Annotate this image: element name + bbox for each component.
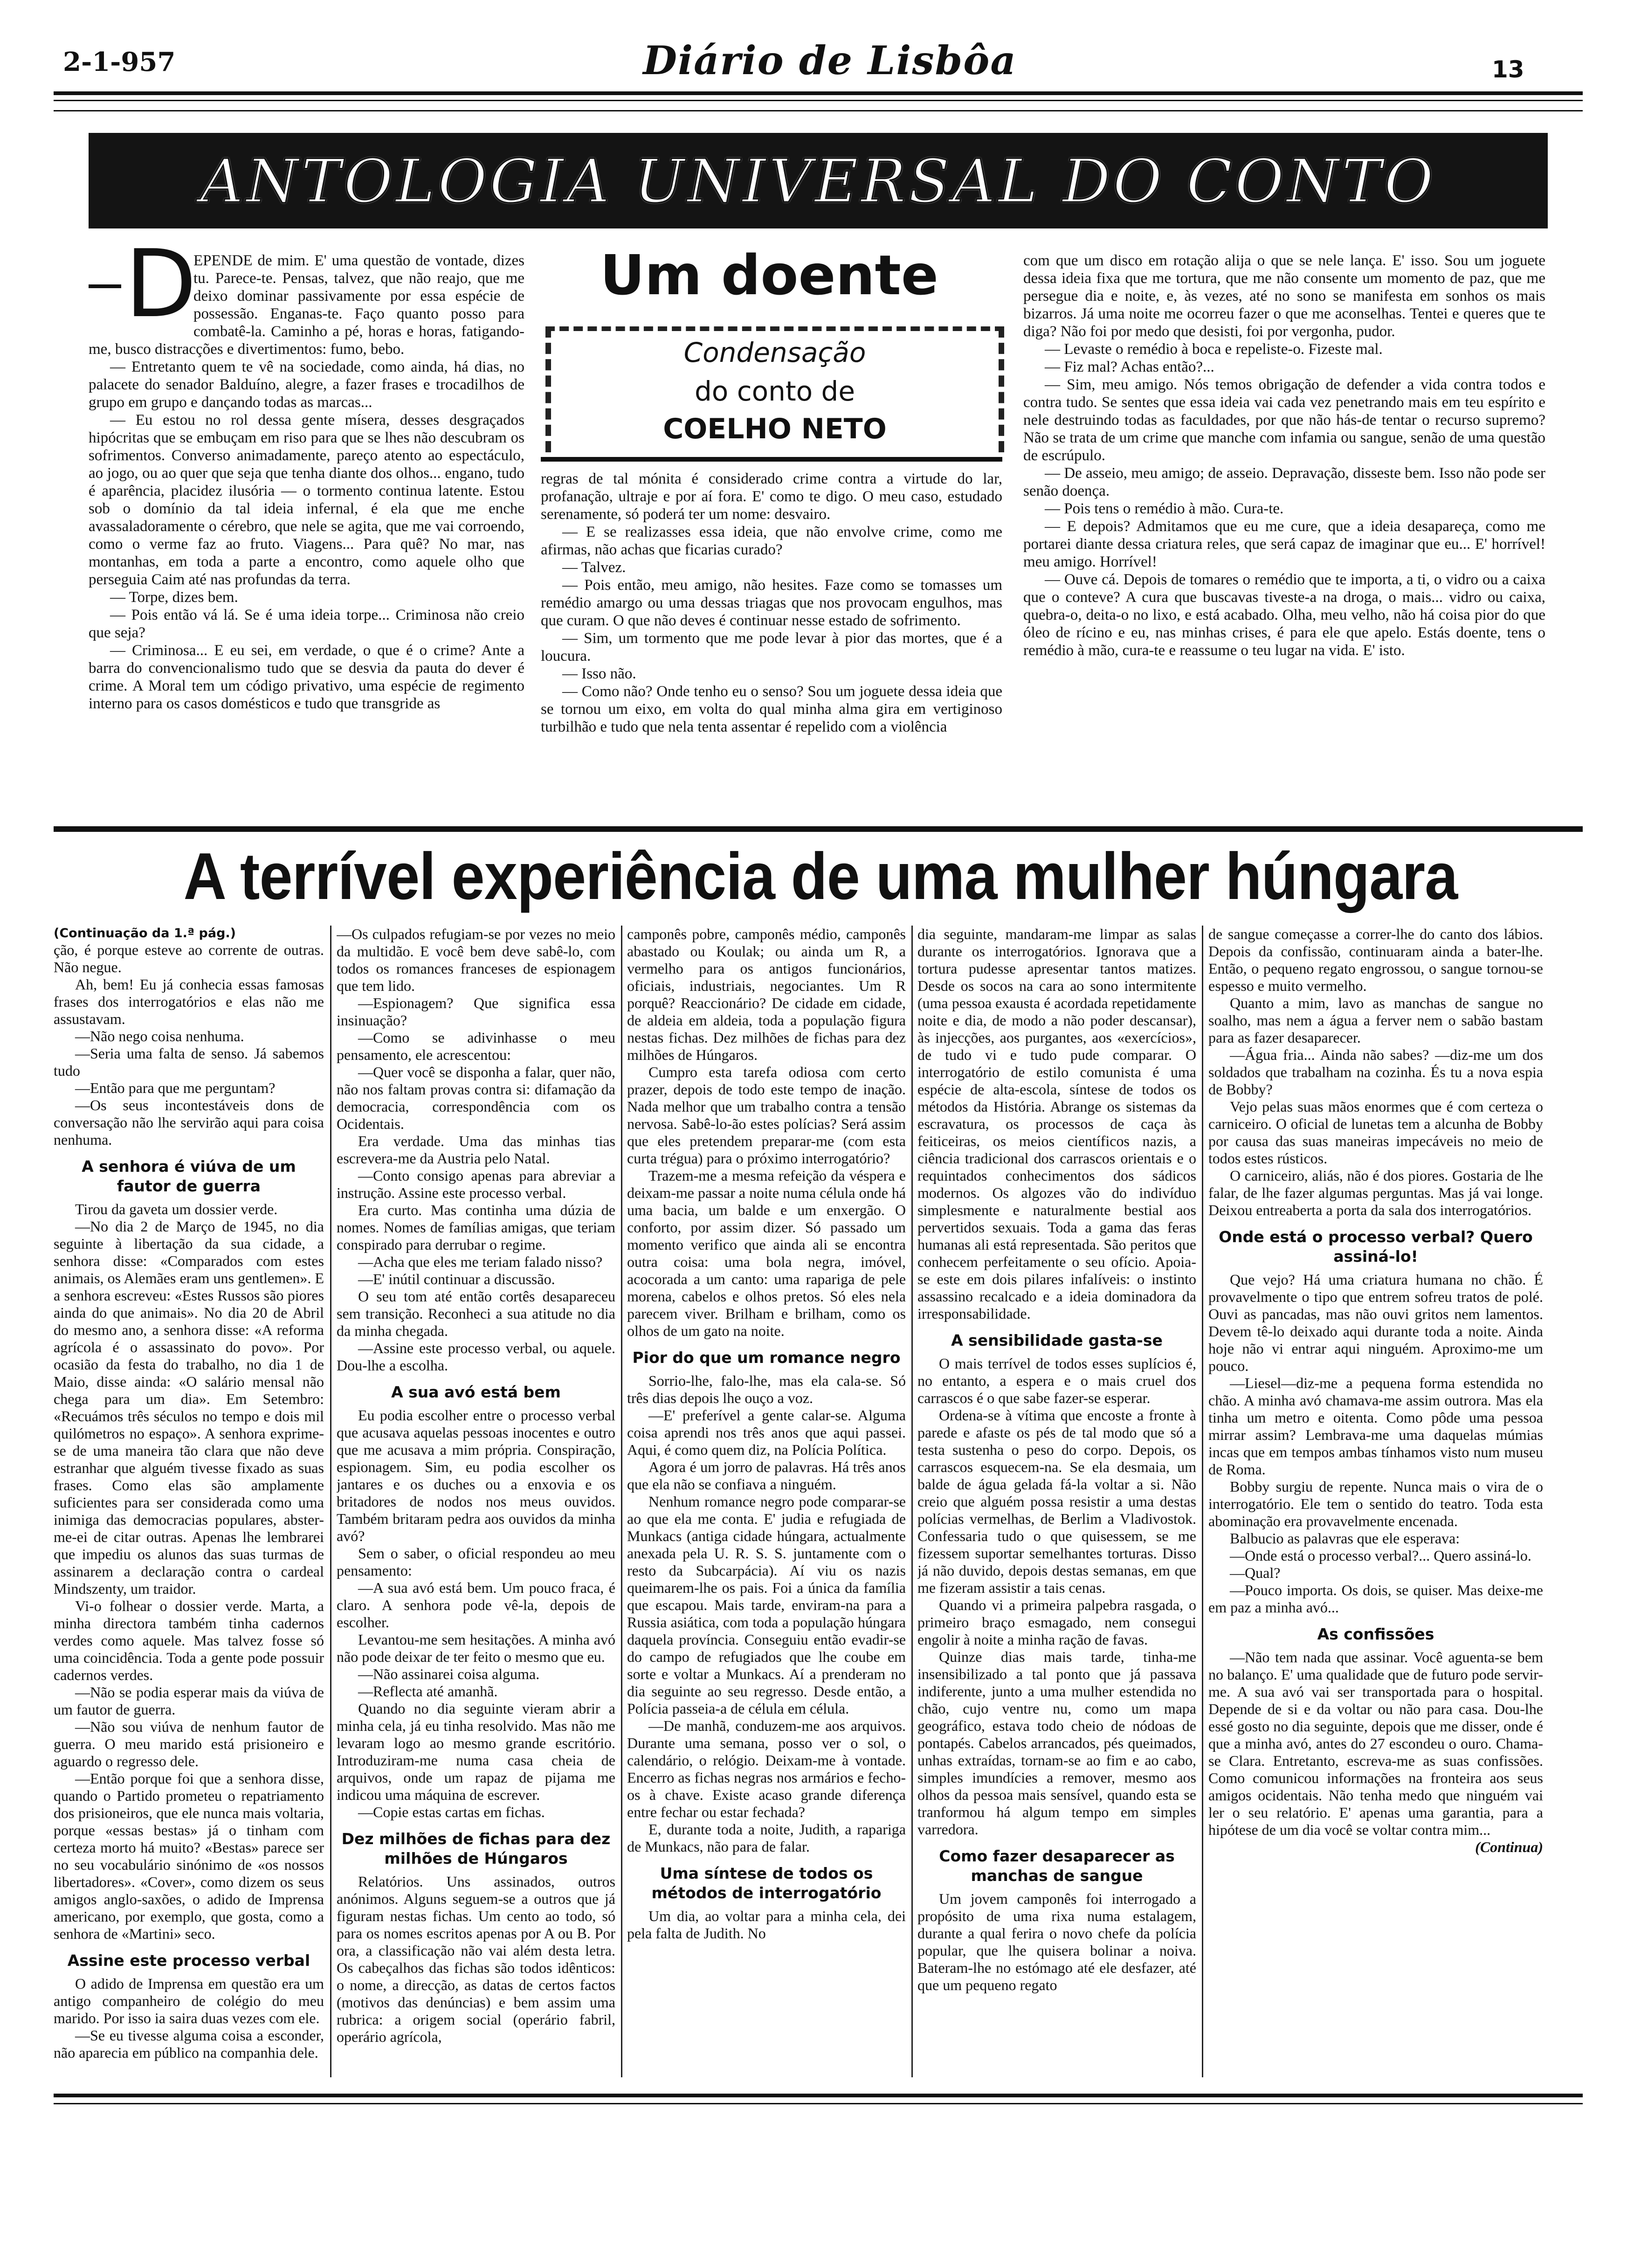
- article-headline: A terrível experiência de uma mulher húngara: [183, 839, 1458, 913]
- drop-cap: D: [125, 230, 197, 339]
- article-paragraph: Agora é um jorro de palavras. Há três anos que ela não se confiava a ninguém.: [627, 1459, 906, 1493]
- story-paragraph: — Sim, um tormento que me pode levar à pior das mortes, que é a loucura.: [541, 630, 1002, 664]
- story-paragraph: — Talvez.: [562, 559, 626, 576]
- article-paragraph: Ordena-se à vítima que encoste a fronte à parede e afaste os pés de tal modo que só a testa sustenha o peso do corpo. Depois, os carrascos esquecem-na. Se ela desmaia, um balde de água gelada fá-la voltar a si. Não creio que alguém possa resistir a uma destas polícias vermelhas, de Berlim a Vladivostok. Confessaria tudo o que quisessem, se me fizessem suportar semelhantes torturas. Disso já não duvido, depois destas semanas, em que me fizeram assistir a tais cenas.: [917, 1407, 1196, 1596]
- article-paragraph: O mais terrível de todos esses suplícios é, no entanto, a espera e o mais cruel dos carrascos é o que sabe fazer-se esperar.: [917, 1355, 1196, 1406]
- article-paragraph: O carniceiro, aliás, não é dos piores. Gostaria de lhe falar, de lhe fazer algumas perguntas. Mas já vai longe. Deixou entreaberta a porta da sala dos interrogatórios.: [1208, 1167, 1543, 1218]
- subheading: A sua avó está bem: [391, 1383, 561, 1401]
- story-paragraph: — Torpe, dizes bem.: [110, 589, 238, 606]
- article-paragraph: O seu tom até então cortês desapareceu sem transição. Reconheci a sua atitude no dia da minha chegada.: [337, 1288, 615, 1339]
- section-banner: [89, 133, 1548, 228]
- story-column-3: [1023, 252, 1545, 816]
- article-column-3: [627, 926, 906, 2077]
- story-paragraph: — Ouve cá. Depois de tomares o remédio que te importa, a ti, o vidro ou a caixa que o conteve? A cura que buscavas tiveste-a na droga, o mais... vidro ou caixa, quebra-o, deita-o no lixo, e está acabado. Olha, meu velho, não há coisa pior do que óleo de rícino e eu, nas minhas crises, é para ele que apelo. Estás doente, tens o remédio à mão, cura-te e reassume o teu lugar na vida. E' isto.: [1023, 571, 1545, 659]
- article-paragraph: dia seguinte, mandaram-me limpar as salas durante os interrogatórios. Ignorava que a tortura pudesse apresentar tantos matizes. Desde os socos na cara ao sono intermitente (uma pessoa exausta é acordada repetidamente noite e dia, de modo a não poder descansar), às injecções, aos purgantes, aos «exercícios», de tudo vi e tudo pude comparar. O interrogatório de estilo comunista é uma espécie de alta-escola, síntese de todos os métodos da História. Abrange os sistemas da escravatura, os processos de caça às feiticeiras, os meios científicos nazis, a ciência tradicional dos carrascos orientais e o requintados conhecimentos dos sádicos modernos. Os algozes vão do indivíduo simplesmente e naturalmente bestial aos pervertidos sexuais. Toda a gama das feras humanas ali está representada. São peritos que conhecem perfeitamente o seu ofício. Apoia-se este em dois pilares infalíveis: o instinto assassino recalcado e a ideia dominadora da irresponsabilidade.: [917, 926, 1196, 1322]
- section-banner-title: ANTOLOGIA UNIVERSAL DO CONTO: [200, 147, 1436, 216]
- article-paragraph: Nenhum romance negro pode comparar-se ao que ela me conta. E' judia e refugiada de Munkacs (antiga cidade húngara, actualmente anexada pela U. R. S. S. juntamente com o resto da Subcarpácia). Aí viu os nazis queimarem-lhe os pais. Foi a única da família que escapou. Mais tarde, enviram-na para a Russia asiática, com toda a população húngara daquela província. Conseguiu então evadir-se do campo de refugiados que lhe coube em sorte e voltar a Munkacs. Aí a prenderam no dia seguinte ao seu regresso. Desde então, a Polícia passeia-a de célula em célula.: [627, 1493, 906, 1717]
- story-bottom-rule: [54, 826, 1583, 832]
- story-paragraph: — Sim, meu amigo. Nós temos obrigação de defender a vida contra todos e contra tudo. Se sentes que essa ideia vai cada vez penetrando mais em teu espírito e nele destruindo todas as faculdades, por que não hás-de tentar o recurso supremo? Não se trata de um crime que manche com infamia ou sangue, senão de uma questão de escrúpulo.: [1023, 376, 1545, 464]
- article-paragraph: Um jovem camponês foi interrogado a propósito de uma rixa numa estalagem, durante a qual ferira o novo chefe da polícia popular, que lhe quisera bolinar a noiva. Bateram-lhe no estómago até ele desfazer, até que um pequeno regato: [917, 1890, 1196, 1993]
- story-column-2: [541, 470, 1002, 816]
- article-paragraph: Cumpro esta tarefa odiosa com certo prazer, depois de todo este tempo de inação. Nada melhor que um trabalho contra a tensão nervosa. Sabê-lo-ão estes polícias? Será assim que eles pretendem preparar-me (com esta curta trégua) para o próximo interrogatório?: [627, 1064, 906, 1167]
- article-paragraph: —Não se podia esperar mais da viúva de um fautor de guerra.: [54, 1684, 324, 1718]
- article-paragraph: —Pouco importa. Os dois, se quiser. Mas deixe-me em paz a minha avó...: [1208, 1582, 1543, 1616]
- article-paragraph: —E' preferível a gente calar-se. Alguma coisa aprendi nos três anos que aqui passei. Aqui, é como quem diz, na Polícia Política.: [627, 1407, 906, 1458]
- issue-date: 2-1-957: [63, 47, 176, 77]
- article-paragraph: Ah, bem! Eu já conhecia essas famosas frases dos interrogatórios e elas não me assustavam.: [54, 976, 324, 1027]
- article-column-4: [917, 926, 1196, 2077]
- header-rule-top: [54, 91, 1583, 95]
- article-paragraph: Quinze dias mais tarde, tinha-me insensibilizado a tal ponto que já passava indiferente, junto a uma mulher estendida no chão, cujo ventre nu, como um mapa geográfico, estava todo cheio de nódoas de pontapés. Cabelos arrancados, pés queimados, unhas extraídas, tornam-se ao fim e ao cabo, simples imundícies a remover, mesmo aos olhos da pessoa mais sensível, quando esta se tranformou há algum tempo em simples varredora.: [917, 1648, 1196, 1838]
- story-paragraph: — Fiz mal? Achas então?...: [1045, 359, 1214, 375]
- story-paragraph: — Pois então, meu amigo, não hesites. Faze como se tomasses um remédio amargo ou uma dessas triagas que nos provocam engulhos, mas que curam. O que não deves é continuar nesse estado de sofrimento.: [541, 577, 1002, 629]
- article-paragraph: ção, é porque esteve ao corrente de outras. Não negue.: [54, 941, 324, 975]
- subheading: A sensibilidade gasta-se: [951, 1331, 1163, 1349]
- of-story-label: do conto de: [694, 375, 855, 407]
- article-paragraph: —Se eu tivesse alguma coisa a esconder, não aparecia em público na companhia dele.: [54, 2027, 324, 2061]
- subheading: Onde está o processo verbal? Quero assiná-lo!: [1219, 1228, 1533, 1265]
- article-paragraph: —Acha que eles me teriam falado nisso?: [358, 1253, 603, 1270]
- article-paragraph: —Seria uma falta de senso. Já sabemos tudo: [54, 1045, 324, 1079]
- article-paragraph: —De manhã, conduzem-me aos arquivos. Durante uma semana, posso ver o sol, o calendário, o relógio. Deixam-me à vontade. Encerro as fichas negras nos armários e fecho-os à chave. Existe acaso grande diferença entre fechar ou estar fechada?: [627, 1717, 906, 1820]
- article-paragraph: —Qual?: [1230, 1564, 1281, 1581]
- story-title: Um doente: [600, 243, 938, 307]
- story-paragraph: EPENDE de mim. E' uma questão de vontade, dizes tu. Parece-te. Pensas, talvez, que não reajo, que me deixo dominar passivamente por essa espécie de possessão. Enganas-te. Faço quanto posso para combatê-la. Caminho a pé, horas e horas, fatigando-me, busco distracções e divertimentos: fumo, bebo.: [89, 252, 524, 358]
- condensation-label: Condensação: [683, 337, 866, 368]
- article-paragraph: Quanto a mim, lavo as manchas de sangue no soalho, mas nem a água a ferver nem o sabão bastam para as fazer desaparecer.: [1208, 995, 1543, 1046]
- story-paragraph: — Pois tens o remédio à mão. Cura-te.: [1045, 500, 1284, 517]
- subheading: As confissões: [1317, 1625, 1434, 1643]
- article-column-2: [337, 926, 615, 2077]
- story-credit-box: [545, 326, 1004, 452]
- footer-rule-top: [54, 2094, 1583, 2097]
- article-paragraph: Era curto. Mas continha uma dúzia de nomes. Nomes de famílias amigas, que teriam conspirado para derrubar o regime.: [337, 1202, 615, 1253]
- article-paragraph: —Assine este processo verbal, ou aquele. Dou-lhe a escolha.: [337, 1340, 615, 1374]
- article-paragraph: —E' inútil continuar a discussão.: [358, 1271, 555, 1287]
- continuation-note: (Continuação da 1.ª pág.): [54, 926, 236, 940]
- article-paragraph: —A sua avó está bem. Um pouco fraca, é claro. A senhora pode vê-la, depois de escolher.: [337, 1579, 615, 1631]
- article-paragraph: —Não nego coisa nenhuma.: [75, 1028, 244, 1044]
- story-paragraph: — Isso não.: [562, 665, 636, 682]
- article-paragraph: Que vejo? Há uma criatura humana no chão. É provavelmente o tipo que entrem sofreu tratos de polé. Ouvi as pancadas, mas não ouvi gritos nem lamentos. Devem tê-lo deixado aqui durante toda a noite. Ainda hoje não vi entrar aqui ninguém. Aproximo-me um pouco.: [1208, 1271, 1543, 1374]
- article-column-1: [54, 926, 324, 2077]
- article-paragraph: —Não assinarei coisa alguma.: [358, 1666, 540, 1682]
- article-paragraph: —Não sou viúva de nenhum fautor de guerra. O meu marido está prisioneiro e aguardo o regresso dele.: [54, 1718, 324, 1770]
- article-paragraph: —Quer você se disponha a falar, quer não, não nos faltam provas contra si: difamação da democracia, correspondência com os Ocidentais.: [337, 1064, 615, 1132]
- subheading: Uma síntese de todos os métodos de interrogatório: [651, 1864, 882, 1902]
- story-paragraph: — Levaste o remédio à boca e repeliste-o. Fizeste mal.: [1045, 341, 1383, 358]
- subheading: Como fazer desaparecer as manchas de sangue: [939, 1847, 1175, 1885]
- article-paragraph: Bobby surgiu de repente. Nunca mais o vira de o interrogatório. Ele tem o sentido do teatro. Toda esta abominação era provavelmente encenada.: [1208, 1478, 1543, 1529]
- article-paragraph: Relatórios. Uns assinados, outros anónimos. Alguns seguem-se a outros que já figuram nestas fichas. Um cento ao todo, só para os nomes escritos apenas por A ou B. Por ora, a classificação não vai além desta letra. Os cabeçalhos das fichas são todos idênticos: o nome, a direcção, as datas de certos factos (motivos das denúncias) e bem assim uma rubrica: a origem social (operário fabril, operário agrícola,: [337, 1873, 615, 2045]
- story-paragraph: com que um disco em rotação alija o que se nele lança. E' isso. Sou um joguete dessa ideia fixa que me tortura, que me não consente um momento de paz, que me persegue dia e noite, e, às vezes, até no sono se manifesta em sonhos os mais bizarros. Já uma noite me ocorreu fazer o que me aconselhas. Tentei e queres que te diga? Não foi por medo que desisti, foi por vergonha, pudor.: [1023, 252, 1545, 340]
- article-paragraph: Era verdade. Uma das minhas tias escrevera-me da Austria pelo Natal.: [337, 1133, 615, 1167]
- article-paragraph: O adido de Imprensa em questão era um antigo companheiro de colégio do meu marido. Por isso ia saira duas vezes com ele.: [54, 1975, 324, 2026]
- story-paragraph: — Pois então vá lá. Se é uma ideia torpe... Criminosa não creio que seja?: [89, 607, 524, 641]
- header-rule-bottom: [54, 100, 1583, 101]
- article-paragraph: —Água fria... Ainda não sabes? —diz-me um dos soldados que trabalham na cozinha. És tu a nova espia de Bobby?: [1208, 1046, 1543, 1098]
- article-paragraph: —Reflecta até amanhã.: [358, 1683, 498, 1700]
- story-paragraph: — Entretanto quem te vê na sociedade, como ainda, há dias, no palacete do senador Balduíno, alegre, a fazer frases e trocadilhos de grupo em grupo e dançando todas as marcas...: [89, 359, 524, 411]
- subheading: Assine este processo verbal: [67, 1951, 310, 1970]
- story-paragraph: — Eu estou no rol dessa gente mísera, desses desgraçados hipócritas que se embuçam em riso para que se lhes não descubram os sofrimentos. Converso animadamente, pareço atento ao espectáculo, ao jogo, ou ao quer que seja que tenha diante dos olhos... engano, tudo é aparência, placidez ilusória — o tormento continua latente. Estou sob o domínio da tal ideia infernal, é ela que me enche avassaladoramente o cérebro, que nele se agita, que me vai corroendo, como o verme faz ao fruto. Viagens... Para quê? No mar, nas montanhas, em toda a parte a encontro, como aquele olho que perseguia Caim até nas profundas da terra.: [89, 412, 524, 588]
- footer-rule-bottom: [54, 2103, 1583, 2104]
- article-paragraph: de sangue começasse a correr-lhe do canto dos lábios. Depois da confissão, continuaram ainda a bater-lhe. Então, o pequeno regato engrossou, o sangue tornou-se espesso e muito vermelho.: [1208, 926, 1543, 994]
- article-paragraph: —Como se adivinhasse o meu pensamento, ele acrescentou:: [337, 1029, 615, 1063]
- story-paragraph: — Criminosa... E eu sei, em verdade, o que é o crime? Ante a barra do convencionalismo tudo que se desvia da pauta do dever é crime. A Moral tem um código privativo, uma espécie de regimento interno para os casos domésticos e tudo que transgride as: [89, 642, 524, 712]
- article-column-5: [1208, 926, 1543, 2077]
- story-author: COELHO NETO: [663, 413, 887, 445]
- article-paragraph: Quando vi a primeira palpebra rasgada, o primeiro braço esmagado, nem consegui engolir à noite a minha ração de favas.: [917, 1597, 1196, 1648]
- article-paragraph: —Então para que me perguntam?: [75, 1079, 276, 1096]
- article-paragraph: Vejo pelas suas mãos enormes que é com certeza o carniceiro. O oficial de lunetas tem a alcunha de Bobby por causa das suas maneiras impecáveis no meio de todos estes rústicos.: [1208, 1098, 1543, 1167]
- article-paragraph: —Não tem nada que assinar. Você aguenta-se bem no balanço. E' uma qualidade que de futuro pode servir-me. A sua avó vai ser transportada para o hospital. Depende de si e da voltar ou não para casa. Dou-lhe essé gosto no dia seguinte, depois que me disser, onde é que a minha avó, antes do 27 escondeu o ouro. Chama-se Clara. Entretanto, escreva-me as suas confissões. Como comunicou informações na fronteira aos seus amigos ocidentais. Não tenha medo que ninguém vai ler o seu relatório. E' apenas uma garantia, para a hipótese de um dia você se voltar contra mim...: [1208, 1649, 1543, 1838]
- column-divider: [1202, 926, 1203, 2077]
- article-paragraph: E, durante toda a noite, Judith, a rapariga de Munkacs, não para de falar.: [627, 1821, 906, 1855]
- story-paragraph: regras de tal mónita é considerado crime contra a virtude do lar, profanação, ultraje e por aí fora. E' como te digo. O meu caso, estudado serenamente, só poderá ter um nome: desvairo.: [541, 470, 1002, 523]
- article-paragraph: Eu podia escolher entre o processo verbal que acusava aquelas pessoas inocentes e outro que me acusava a mim própria. Conspiração, espionagem. Sim, eu podia escolher os jantares e os duches ou a enxovia e os britadores de nodos nos meus ouvidos. Também britaram pedra aos ouvidos da minha avó?: [337, 1407, 615, 1544]
- article-paragraph: Tirou da gaveta um dossier verde.: [75, 1201, 278, 1217]
- page-number: 13: [1492, 56, 1524, 83]
- article-paragraph: —Liesel—diz-me a pequena forma estendida no chão. A minha avó chamava-me assim outrora. Mas ela tinha um metro e oitenta. Como pôde uma pessoa mirrar assim? Lembrava-me uma daquelas múmias incas que em tempos ambas tínhamos visto num museu de Roma.: [1208, 1375, 1543, 1478]
- article-paragraph: —Conto consigo apenas para abreviar a instrução. Assine este processo verbal.: [337, 1167, 615, 1201]
- article-paragraph: Vi-o folhear o dossier verde. Marta, a minha directora também tinha cadernos verdes como aquele. Mas talvez fosse só uma coincidência. Toda a gente pode possuir cadernos verdes.: [54, 1597, 324, 1683]
- subheading: Dez milhões de fichas para dez milhões de Húngaros: [341, 1830, 611, 1867]
- article-paragraph: —Então porque foi que a senhora disse, quando o Partido prometeu o repatriamento dos prisioneiros, que ele nunca mais voltaria, porque «essas bestas» já o tinham com certeza morto há muito? «Bestas» parece ser no seu vocabulário sinónimo de «os nossos libertadores». «Cover», como dizem os seus amigos anglo-saxões, o adido de Imprensa americano, por exemplo, que gosta, como a senhora de «Martini» seco.: [54, 1770, 324, 1942]
- continued-note: (Continua): [1475, 1839, 1543, 1855]
- article-paragraph: Sem o saber, o oficial respondeu ao meu pensamento:: [337, 1545, 615, 1579]
- masthead: Diário de Lisbôa: [643, 37, 1017, 83]
- article-paragraph: Levantou-me sem hesitações. A minha avó não pode deixar de ter feito o mesmo que eu.: [337, 1631, 615, 1665]
- article-paragraph: —Os seus incontestáveis dons de conversação não lhe servirão aqui para coisa nenhuma.: [54, 1097, 324, 1148]
- credit-box-bottom-rule: [541, 457, 1002, 462]
- article-paragraph: Sorrio-lhe, falo-lhe, mas ela cala-se. Só três dias depois lhe ouço a voz.: [627, 1372, 906, 1406]
- article-paragraph: —No dia 2 de Março de 1945, no dia seguinte à libertação da sua cidade, a senhora disse: «Comparados com estes animais, os Alemães eram uns gentlemen». E a senhora escreveu: «Estes Russos são piores ainda do que animais». No dia 20 de Abril do mesmo ano, a senhora disse: «A reforma agrícola é o assassinato do povo». Por ocasião da festa do trabalho, no dia 1 de Maio, disse ainda: «O salário mensal não chega para um dia». Em Setembro: «Recuámos três séculos no tempo e dois mil quilómetros no espaço». A senhora exprime-se de uma maneira tão clara que não deve estranhar que alguém tivesse fixado as suas frases. Como elas são amplamente suficientes para ser considerada como uma inimiga das democracias populares, abster-me-ei de citar outras. Apenas lhe lembrarei que impediu os alunos das suas turmas de assinarem a declaração contra o cardeal Mindszenty, um traidor.: [54, 1218, 324, 1597]
- story-paragraph: — Como não? Onde tenho eu o senso? Sou um joguete dessa ideia que se tornou um eixo, em volta do qual minha alma gira em vertiginoso turbilhão e tudo que nela tenta assentar é repelido com a violência: [541, 683, 1002, 735]
- article-paragraph: —Os culpados refugiam-se por vezes no meio da multidão. E você bem deve sabê-lo, com todos os romances franceses de espionagem que tem lido.: [337, 926, 615, 994]
- story-column-1: [89, 252, 524, 816]
- article-paragraph: Balbucio as palavras que ele esperava:: [1230, 1530, 1460, 1547]
- subheading: Pior do que um romance negro: [632, 1348, 901, 1367]
- column-divider: [621, 926, 622, 2077]
- column-divider: [330, 926, 331, 2077]
- header-rule-thin: [54, 110, 1583, 111]
- article-paragraph: Quando no dia seguinte vieram abrir a minha cela, já eu tinha resolvido. Mas não me levaram logo ao mesmo grande escritório. Introduziram-me numa casa cheia de arquivos, onde um rapaz de pijama me indicou uma máquina de escrever.: [337, 1700, 615, 1803]
- story-paragraph: — E depois? Admitamos que eu me cure, que a ideia desapareça, como me portarei diante dessa criatura reles, que será capaz de imaginar que eu... E' horrível! meu amigo. Horrível!: [1023, 518, 1545, 570]
- subheading: A senhora é viúva de um fautor de guerra: [82, 1157, 296, 1195]
- story-paragraph: — E se realizasses essa ideia, que não envolve crime, como me afirmas, não achas que ficarias curado?: [541, 524, 1002, 558]
- article-paragraph: —Copie estas cartas em fichas.: [358, 1804, 545, 1820]
- article-paragraph: camponês pobre, camponês médio, camponês abastado ou Koulak; ou ainda um R, a vermelho para os antigos funcionários, oficiais, industriais, negociantes. Um R porquê? Reaccionário? De cidade em cidade, de aldeia em aldeia, toda a população figura nestas fichas. Dez milhões de fichas para dez milhões de Húngaros.: [627, 926, 906, 1063]
- article-paragraph: —Onde está o processo verbal?... Quero assiná-lo.: [1230, 1547, 1531, 1564]
- article-paragraph: Trazem-me a mesma refeição da véspera e deixam-me passar a noite numa célula onde há uma bacia, um balde e um enxergão. O conforto, por assim dizer. Só passado um momento verifico que ainda ali se encontra outra coisa: uma bola negra, imóvel, acocorada a um canto: uma rapariga de pele morena, cabelos e olhos pretos. Só eles nela parecem viver. Brilham e brilham, como os olhos de um gato na noite.: [627, 1167, 906, 1339]
- column-divider: [911, 926, 913, 2077]
- article-paragraph: Um dia, ao voltar para a minha cela, dei pela falta de Judith. No: [627, 1908, 906, 1942]
- story-paragraph: — De asseio, meu amigo; de asseio. Depravação, disseste bem. Isso não pode ser senão doença.: [1023, 465, 1545, 499]
- article-paragraph: —Espionagem? Que significa essa insinuação?: [337, 995, 615, 1029]
